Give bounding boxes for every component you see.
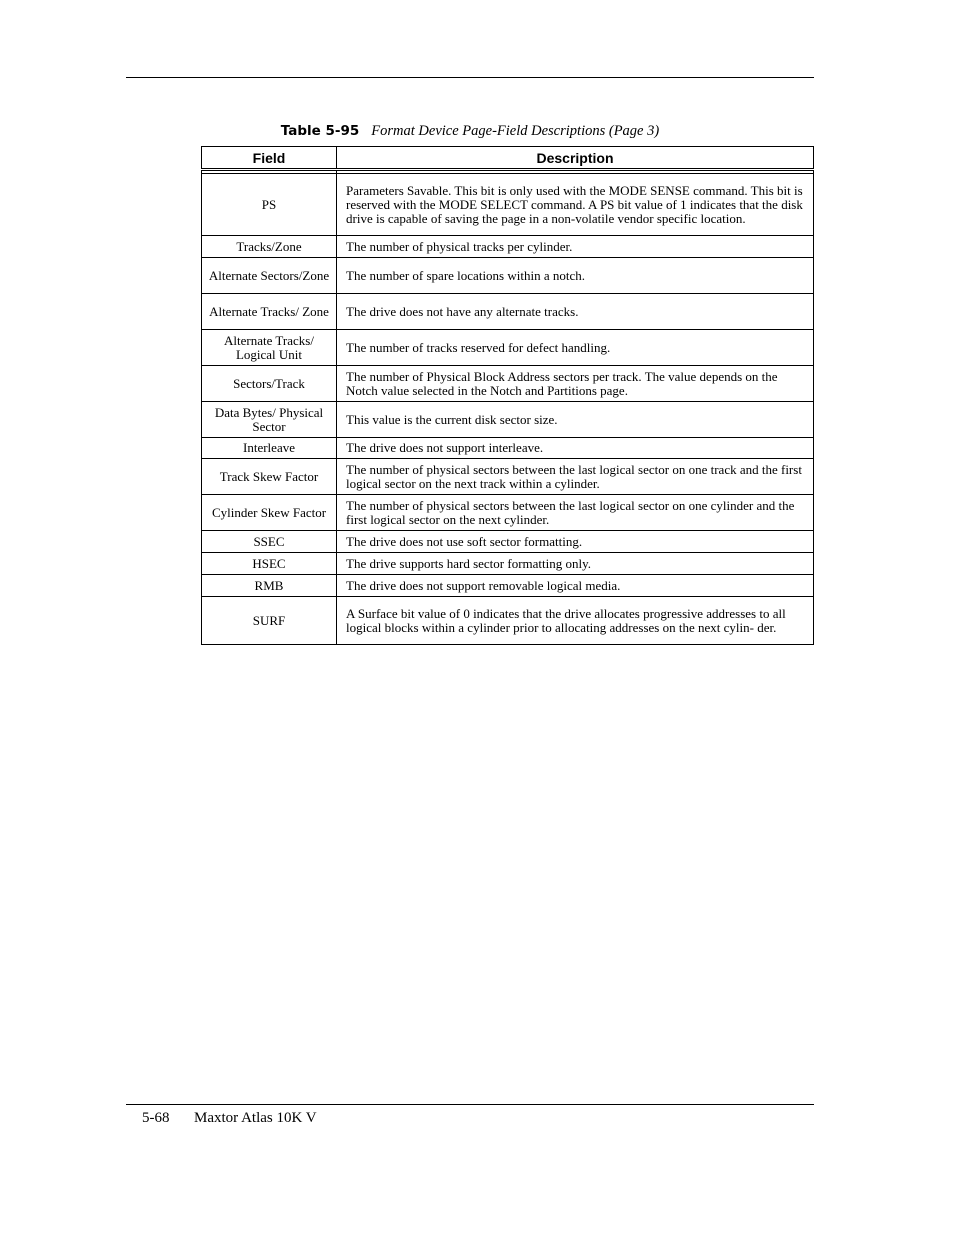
field-cell: Alternate Sectors/Zone	[202, 258, 337, 294]
page-number: 5-68	[142, 1110, 170, 1126]
field-cell: PS	[202, 174, 337, 236]
field-cell: Cylinder Skew Factor	[202, 495, 337, 531]
field-cell: HSEC	[202, 553, 337, 575]
field-cell: Sectors/Track	[202, 366, 337, 402]
description-cell: The number of Physical Block Address sectors per track. The value depends on the Notch value selected in the Notch and Partitions page.	[337, 366, 814, 402]
description-cell: This value is the current disk sector size.	[337, 402, 814, 438]
footer-rule	[126, 1104, 814, 1105]
table-row	[202, 402, 814, 438]
table-row	[202, 258, 814, 294]
table-row	[202, 330, 814, 366]
description-cell: A Surface bit value of 0 indicates that the drive allocates progressive addresses to all logical blocks within a cylinder prior to allocating addresses on the next cylin- der.	[337, 597, 814, 645]
description-cell: The drive does not use soft sector formatting.	[337, 531, 814, 553]
field-cell: Tracks/Zone	[202, 236, 337, 258]
field-descriptions-table	[201, 146, 814, 645]
field-cell: SSEC	[202, 531, 337, 553]
field-cell: Data Bytes/ Physical Sector	[202, 402, 337, 438]
table-row	[202, 531, 814, 553]
field-cell: RMB	[202, 575, 337, 597]
table-row	[202, 366, 814, 402]
description-cell: The number of tracks reserved for defect handling.	[337, 330, 814, 366]
field-cell: Interleave	[202, 438, 337, 459]
field-cell: Alternate Tracks/ Logical Unit	[202, 330, 337, 366]
table-header-row	[202, 147, 814, 170]
description-cell: The number of physical sectors between the last logical sector on one track and the first logical sector on the next track within a cylinder.	[337, 459, 814, 495]
header-rule	[126, 77, 814, 78]
description-cell: Parameters Savable. This bit is only used with the MODE SENSE command. This bit is reserved with the MODE SELECT command. A PS bit value of 1 indicates that the disk drive is capable of saving the page in a non-volatile vendor specific location.	[337, 174, 814, 236]
table-row	[202, 575, 814, 597]
description-cell: The number of spare locations within a notch.	[337, 258, 814, 294]
table-row	[202, 553, 814, 575]
description-cell: The drive does not support interleave.	[337, 438, 814, 459]
field-cell: Track Skew Factor	[202, 459, 337, 495]
description-cell: The drive does not have any alternate tracks.	[337, 294, 814, 330]
table-row	[202, 597, 814, 645]
product-name: Maxtor Atlas 10K V	[194, 1110, 317, 1126]
table-row	[202, 459, 814, 495]
table-row	[202, 174, 814, 236]
table-row	[202, 495, 814, 531]
field-cell: SURF	[202, 597, 337, 645]
description-cell: The drive supports hard sector formatting only.	[337, 553, 814, 575]
table-row	[202, 294, 814, 330]
description-cell: The drive does not support removable logical media.	[337, 575, 814, 597]
table-row	[202, 236, 814, 258]
table-caption	[201, 122, 739, 140]
table-row	[202, 438, 814, 459]
page-footer	[142, 1109, 317, 1127]
column-header-field: Field	[202, 147, 337, 170]
table-number: Table 5-95	[280, 123, 360, 139]
table-title: Format Device Page-Field Descriptions (Page 3)	[371, 123, 660, 139]
field-cell: Alternate Tracks/ Zone	[202, 294, 337, 330]
description-cell: The number of physical sectors between the last logical sector on one cylinder and the first logical sector on the next cylinder.	[337, 495, 814, 531]
description-cell: The number of physical tracks per cylinder.	[337, 236, 814, 258]
column-header-description: Description	[337, 147, 814, 170]
